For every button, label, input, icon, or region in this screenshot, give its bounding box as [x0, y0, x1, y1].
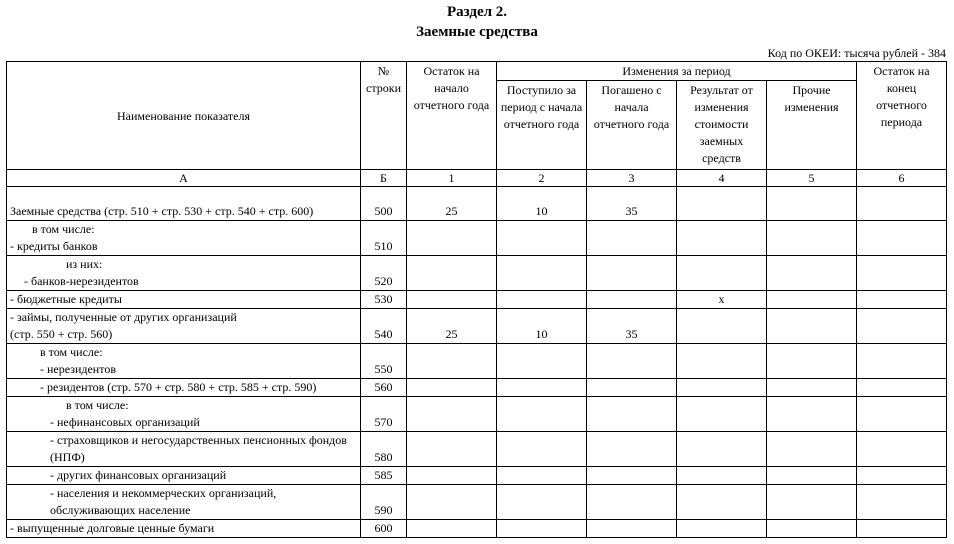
cell-c2	[497, 379, 587, 397]
header-col6: Остаток на конец отчетного периода	[857, 62, 947, 170]
cell-c2	[497, 397, 587, 432]
cell-c3	[587, 379, 677, 397]
cell-c5	[767, 467, 857, 485]
cell-c3	[587, 467, 677, 485]
row-code: 560	[361, 379, 407, 397]
index-cell: А	[7, 170, 361, 187]
cell-c5	[767, 520, 857, 538]
cell-c1	[407, 256, 497, 291]
row-label-text: - нефинансовых организаций	[50, 415, 200, 429]
table-row	[7, 309, 947, 344]
cell-c5	[767, 379, 857, 397]
row-label-text: - займы, полученные от других организаций	[10, 310, 237, 324]
table-row	[7, 256, 947, 291]
index-cell: 4	[677, 170, 767, 187]
row-label-text: - банков-нерезидентов	[24, 274, 139, 288]
row-label-text: - резидентов (стр. 570 + стр. 580 + стр. 585 + стр. 590)	[40, 380, 317, 394]
cell-c6	[857, 520, 947, 538]
row-label	[7, 397, 361, 432]
row-code: 585	[361, 467, 407, 485]
row-sublabel: в том числе:	[40, 345, 103, 359]
row-code: 550	[361, 344, 407, 379]
row-label-text: - других финансовых организаций	[50, 468, 227, 482]
index-cell: 3	[587, 170, 677, 187]
cell-c5	[767, 485, 857, 520]
row-label-text: - нерезидентов	[40, 362, 116, 376]
row-label-text: - страховщиков и негосударственных пенсионных фондов (НПФ)	[50, 433, 347, 464]
index-cell: 5	[767, 170, 857, 187]
cell-c6	[857, 187, 947, 221]
row-label	[7, 379, 361, 397]
cell-c1: 25	[407, 187, 497, 221]
row-label	[7, 187, 361, 221]
row-label-text: - кредиты банков	[10, 239, 98, 253]
cell-c3	[587, 256, 677, 291]
row-code: 570	[361, 397, 407, 432]
cell-c2: 10	[497, 309, 587, 344]
cell-c3	[587, 221, 677, 256]
row-code: 510	[361, 221, 407, 256]
cell-c4: x	[677, 291, 767, 309]
cell-c4	[677, 432, 767, 467]
row-sublabel: в том числе:	[66, 398, 129, 412]
header-col4: Результат от изменения стоимости заемных средств	[677, 81, 767, 170]
cell-c4	[677, 397, 767, 432]
cell-c6	[857, 256, 947, 291]
cell-c3	[587, 485, 677, 520]
table-row	[7, 344, 947, 379]
cell-c1	[407, 485, 497, 520]
row-code: 540	[361, 309, 407, 344]
cell-c4	[677, 379, 767, 397]
row-label-text: Заемные средства (стр. 510 + стр. 530 + стр. 540 + стр. 600)	[10, 204, 314, 218]
header-line-no: № строки	[361, 62, 407, 170]
header-col3: Погашено с начала отчетного года	[587, 81, 677, 170]
row-label	[7, 467, 361, 485]
row-code: 530	[361, 291, 407, 309]
cell-c6	[857, 309, 947, 344]
row-code: 600	[361, 520, 407, 538]
row-label	[7, 485, 361, 520]
cell-c5	[767, 187, 857, 221]
cell-c4	[677, 520, 767, 538]
cell-c5	[767, 291, 857, 309]
table-row	[7, 397, 947, 432]
row-label	[7, 309, 361, 344]
cell-c1	[407, 520, 497, 538]
cell-c4	[677, 221, 767, 256]
cell-c1	[407, 221, 497, 256]
table-row	[7, 187, 947, 221]
cell-c1	[407, 344, 497, 379]
cell-c4	[677, 187, 767, 221]
cell-c5	[767, 256, 857, 291]
row-label-text: (стр. 550 + стр. 560)	[10, 327, 113, 341]
row-label-text: - выпущенные долговые ценные бумаги	[10, 521, 215, 535]
section-subtitle: Заемные средства	[416, 24, 538, 40]
okei-unit-code: Код по ОКЕИ: тысяча рублей - 384	[767, 46, 946, 60]
table-row	[7, 432, 947, 467]
row-code: 590	[361, 485, 407, 520]
cell-c5	[767, 221, 857, 256]
row-label	[7, 291, 361, 309]
index-row	[7, 170, 947, 187]
cell-c3	[587, 344, 677, 379]
header-col5: Прочие изменения	[767, 81, 857, 170]
cell-c3: 35	[587, 187, 677, 221]
cell-c2	[497, 520, 587, 538]
cell-c3	[587, 432, 677, 467]
header-changes: Изменения за период	[497, 62, 857, 81]
table-row	[7, 485, 947, 520]
row-label-text: - населения и некоммерческих организаций, обслуживающих население	[50, 486, 277, 517]
cell-c6	[857, 397, 947, 432]
cell-c1	[407, 291, 497, 309]
cell-c5	[767, 309, 857, 344]
cell-c1	[407, 467, 497, 485]
cell-c3	[587, 291, 677, 309]
header-col1: Остаток на начало отчетного года	[407, 62, 497, 170]
cell-c6	[857, 221, 947, 256]
cell-c6	[857, 485, 947, 520]
cell-c2	[497, 256, 587, 291]
cell-c6	[857, 467, 947, 485]
cell-c6	[857, 291, 947, 309]
cell-c6	[857, 344, 947, 379]
table-row	[7, 291, 947, 309]
row-label	[7, 520, 361, 538]
cell-c5	[767, 397, 857, 432]
row-code: 580	[361, 432, 407, 467]
header-name: Наименование показателя	[7, 62, 361, 170]
row-label	[7, 432, 361, 467]
cell-c2	[497, 432, 587, 467]
cell-c2	[497, 291, 587, 309]
cell-c2	[497, 467, 587, 485]
row-label	[7, 221, 361, 256]
cell-c1	[407, 379, 497, 397]
index-cell: Б	[361, 170, 407, 187]
table-row	[7, 379, 947, 397]
row-label	[7, 256, 361, 291]
cell-c4	[677, 309, 767, 344]
table-row	[7, 520, 947, 538]
cell-c3	[587, 520, 677, 538]
row-label-text: - бюджетные кредиты	[10, 292, 122, 306]
cell-c2	[497, 485, 587, 520]
cell-c6	[857, 432, 947, 467]
header-col2: Поступило за период с начала отчетного года	[497, 81, 587, 170]
cell-c2	[497, 344, 587, 379]
cell-c5	[767, 344, 857, 379]
row-label	[7, 344, 361, 379]
row-sublabel: из них:	[66, 257, 103, 271]
cell-c4	[677, 344, 767, 379]
cell-c4	[677, 467, 767, 485]
cell-c5	[767, 432, 857, 467]
index-cell: 2	[497, 170, 587, 187]
row-code: 500	[361, 187, 407, 221]
index-cell: 1	[407, 170, 497, 187]
cell-c4	[677, 485, 767, 520]
cell-c3: 35	[587, 309, 677, 344]
cell-c1: 25	[407, 309, 497, 344]
row-sublabel: в том числе:	[32, 222, 95, 236]
cell-c6	[857, 379, 947, 397]
table-row	[7, 467, 947, 485]
row-code: 520	[361, 256, 407, 291]
cell-c3	[587, 397, 677, 432]
cell-c2	[497, 221, 587, 256]
section-title: Раздел 2.	[446, 4, 508, 20]
cell-c2: 10	[497, 187, 587, 221]
cell-c1	[407, 432, 497, 467]
table-row	[7, 221, 947, 256]
cell-c4	[677, 256, 767, 291]
cell-c1	[407, 397, 497, 432]
index-cell: 6	[857, 170, 947, 187]
borrowed-funds-table	[6, 61, 947, 538]
